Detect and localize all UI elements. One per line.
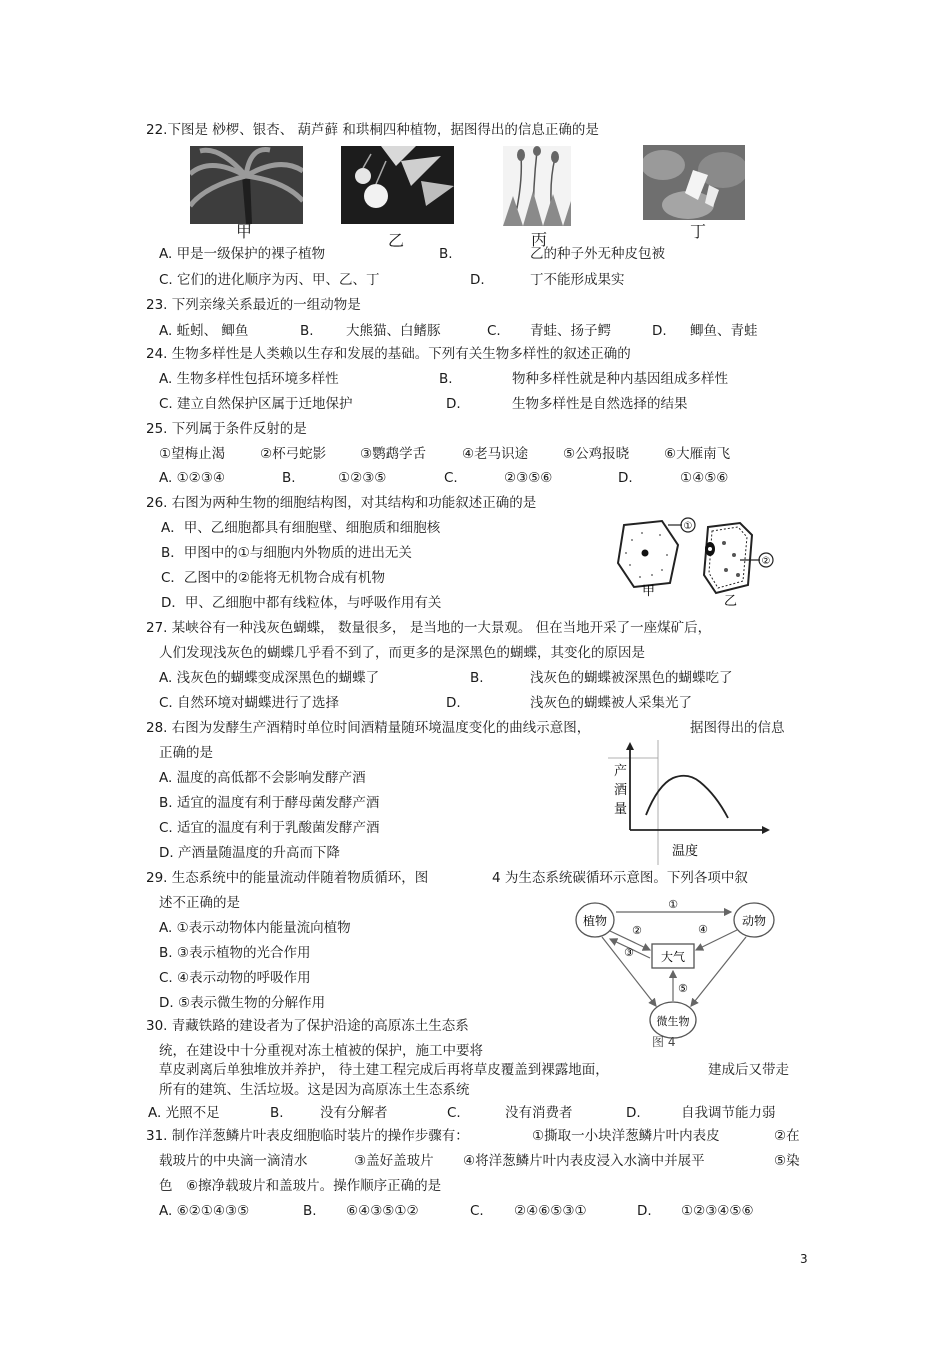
q31-option-d: ①②③④⑤⑥ <box>681 1203 754 1219</box>
q25-item-1: ①望梅止渴 <box>159 446 226 462</box>
q25-option-b-label: B. <box>282 470 296 486</box>
q26-option-a: A．甲、乙细胞都具有细胞壁、细胞质和细胞核 <box>161 520 441 536</box>
dove-tree-image <box>643 145 745 220</box>
ginkgo-photo <box>341 146 454 224</box>
dove-tree-photo <box>643 145 745 220</box>
q26-stem: 26. 右图为两种生物的细胞结构图，对其结构和功能叙述正确的是 <box>146 495 537 511</box>
animal-label: 动物 <box>741 914 767 928</box>
q22-option-d: 丁不能形成果实 <box>530 272 625 288</box>
q30-option-d: 自我调节能力弱 <box>681 1105 776 1121</box>
x-label: 温度 <box>672 844 699 859</box>
page-number: 3 <box>800 1252 808 1266</box>
cell-mark-2: ② <box>761 556 771 567</box>
atmosphere-label: 大气 <box>660 950 686 964</box>
animal-cell-nucleus <box>642 550 649 557</box>
q31-option-b: ⑥④③⑤①② <box>346 1203 419 1219</box>
q27-option-c: C. 自然环境对蝴蝶进行了选择 <box>159 695 340 711</box>
q25-item-5: ⑤公鸡报晓 <box>563 446 630 462</box>
q30-option-d-label: D. <box>626 1105 641 1121</box>
carbon-cycle-diagram <box>574 898 780 1050</box>
q25-item-3: ③鹦鹉学舌 <box>360 446 427 462</box>
arrow-animal-microbe <box>691 937 746 1006</box>
q23-option-c: 青蛙、扬子鳄 <box>530 323 611 339</box>
q23-option-d: 鲫鱼、青蛙 <box>690 323 758 339</box>
y-label-1: 产 <box>614 764 628 779</box>
q31-line2b: ③盖好盖玻片 <box>354 1153 434 1169</box>
photo-label-bing: 丙 <box>531 230 548 249</box>
q22-option-a: A. 甲是一级保护的裸子植物 <box>159 246 326 262</box>
photo-label-ding: 丁 <box>690 222 707 241</box>
q29-stem-line1: 29. 生态系统中的能量流动伴随着物质循环，图 <box>146 870 429 886</box>
q27-option-a: A. 浅灰色的蝴蝶变成深黑色的蝴蝶了 <box>159 670 380 686</box>
cell-label-jia: 甲 <box>642 584 656 599</box>
q28-stem-line1b: 据图得出的信息 <box>690 720 785 736</box>
q22-stem: 22.下图是 桫椤、银杏、 葫芦藓 和珙桐四种植物，据图得出的信息正确的是 <box>146 122 599 138</box>
q28-option-c: C. 适宜的温度有利于乳酸菌发酵产酒 <box>159 820 380 836</box>
q31-option-c-label: C. <box>470 1203 484 1219</box>
q26-option-b: B．甲图中的①与细胞内外物质的进出无关 <box>161 545 412 561</box>
q28-stem-line2: 正确的是 <box>159 745 213 761</box>
q31-option-a: A. ⑥②①④③⑤ <box>159 1203 250 1219</box>
q31-line1a: 31. 制作洋葱鳞片叶表皮细胞临时装片的操作步骤有： <box>146 1128 469 1144</box>
q27-option-d-label: D. <box>446 695 461 711</box>
q27-stem-line1: 27. 某峡谷有一种浅灰色蝴蝶， 数量很多， 是当地的一大景观。 但在当地开采了一座煤矿后， <box>146 620 712 636</box>
q29-stem-line1b: 4 为生态系统碳循环示意图。下列各项中叙 <box>492 870 748 886</box>
tree-fern-photo <box>190 146 303 224</box>
photo-label-jia: 甲 <box>236 222 253 241</box>
q30-line1: 30. 青藏铁路的建设者为了保护沿途的高原冻土生态系 <box>146 1018 469 1034</box>
q31-line2a: 载玻片的中央滴一滴清水 <box>159 1153 308 1169</box>
q23-option-b-label: B. <box>300 323 314 339</box>
q24-option-d: 生物多样性是自然选择的结果 <box>512 396 688 412</box>
q27-option-b-label: B. <box>470 670 484 686</box>
cell-mark-1: ① <box>683 521 693 532</box>
y-label-3: 量 <box>614 802 628 817</box>
q24-option-a: A. 生物多样性包括环境多样性 <box>159 371 339 387</box>
q28-option-a: A. 温度的高低都不会影响发酵产酒 <box>159 770 366 786</box>
q30-line3: 草皮剥离后单独堆放并养护， 待土建工程完成后再将草皮覆盖到裸露地面， <box>159 1062 609 1078</box>
q25-option-d: ①④⑤⑥ <box>680 470 729 486</box>
q31-option-d-label: D. <box>637 1203 652 1219</box>
q25-option-c-label: C. <box>444 470 458 486</box>
q25-option-d-label: D. <box>618 470 633 486</box>
arrow-label-5: ⑤ <box>678 982 688 995</box>
q25-stem: 25. 下列属于条件反射的是 <box>146 421 307 437</box>
q30-option-a: A. 光照不足 <box>148 1105 220 1121</box>
q31-line2c: ④将洋葱鳞片叶内表皮浸入水滴中并展平 <box>463 1153 705 1169</box>
q25-item-6: ⑥大雁南飞 <box>664 446 731 462</box>
plant-label: 植物 <box>582 914 608 928</box>
q23-option-d-label: D. <box>652 323 667 339</box>
q30-line2: 统，在建设中十分重视对冻土植被的保护，施工中要将 <box>159 1043 483 1059</box>
q24-option-b-label: B. <box>439 371 453 387</box>
q30-option-c-label: C. <box>447 1105 461 1121</box>
q31-line1b: ①撕取一小块洋葱鳞片叶内表皮 <box>532 1128 720 1144</box>
q25-item-2: ②杯弓蛇影 <box>260 446 327 462</box>
q25-option-a: A. ①②③④ <box>159 470 225 486</box>
q29-stem-line2: 述不正确的是 <box>159 895 240 911</box>
q31-line2d: ⑤染 <box>774 1153 800 1169</box>
microbe-label: 微生物 <box>656 1015 690 1028</box>
q29-option-a: A. ①表示动物体内能量流向植物 <box>159 920 351 936</box>
arrow-label-1: ① <box>668 898 678 911</box>
q26-option-c: C．乙图中的②能将无机物合成有机物 <box>161 570 386 586</box>
q23-stem: 23. 下列亲缘关系最近的一组动物是 <box>146 297 361 313</box>
cell-structure-diagram <box>612 515 782 610</box>
q30-option-c: 没有消费者 <box>505 1105 573 1121</box>
q29-option-b: B. ③表示植物的光合作用 <box>159 945 311 961</box>
q31-line3a: 色 <box>159 1178 173 1194</box>
y-label-2: 酒 <box>614 783 628 798</box>
arrow-label-3: ③ <box>624 946 634 959</box>
q29-option-d: D. ⑤表示微生物的分解作用 <box>159 995 326 1011</box>
q22-option-b-label: B. <box>439 246 453 262</box>
q30-option-b: 没有分解者 <box>320 1105 388 1121</box>
q24-option-d-label: D. <box>446 396 461 412</box>
q25-option-b: ①②③⑤ <box>338 470 387 486</box>
q23-option-c-label: C. <box>487 323 501 339</box>
q22-option-c: C. 它们的进化顺序为丙、甲、乙、丁 <box>159 272 380 288</box>
moss-photo <box>503 146 571 226</box>
q24-option-c: C. 建立自然保护区属于迁地保护 <box>159 396 353 412</box>
fermentation-curve-diagram <box>608 740 770 865</box>
q24-stem: 24. 生物多样性是人类赖以生存和发展的基础。下列有关生物多样性的叙述正确的 <box>146 346 631 362</box>
q22-option-d-label: D. <box>470 272 485 288</box>
q22-option-b: 乙的种子外无种皮包被 <box>530 246 665 262</box>
q25-item-4: ④老马识途 <box>462 446 529 462</box>
q29-option-c: C. ④表示动物的呼吸作用 <box>159 970 311 986</box>
q25-option-c: ②③⑤⑥ <box>504 470 553 486</box>
q23-option-a: A. 蚯蚓、 鲫鱼 <box>159 323 249 339</box>
q28-option-d: D. 产酒量随温度的升高而下降 <box>159 845 340 861</box>
ginkgo-image <box>341 146 454 224</box>
q30-option-b-label: B. <box>270 1105 284 1121</box>
figure-caption: 图 4 <box>652 1035 676 1049</box>
moss-image <box>503 146 571 226</box>
q27-stem-line2: 人们发现浅灰色的蝴蝶几乎看不到了，而更多的是深黑色的蝴蝶，其变化的原因是 <box>159 645 645 661</box>
q23-option-b: 大熊猫、白鳍豚 <box>346 323 441 339</box>
cell-label-yi: 乙 <box>724 594 738 609</box>
q31-option-c: ②④⑥⑤③① <box>514 1203 587 1219</box>
q27-option-d: 浅灰色的蝴蝶被人采集光了 <box>530 695 692 711</box>
q27-option-b: 浅灰色的蝴蝶被深黑色的蝴蝶吃了 <box>530 670 733 686</box>
q30-line3b: 建成后又带走 <box>708 1062 789 1078</box>
photo-label-yi: 乙 <box>388 231 405 250</box>
q31-line1c: ②在 <box>774 1128 800 1144</box>
q31-option-b-label: B. <box>303 1203 317 1219</box>
tree-fern-image <box>190 146 303 224</box>
q31-line3b: ⑥擦净载玻片和盖玻片。操作顺序正确的是 <box>186 1178 442 1194</box>
arrow-label-4: ④ <box>698 923 708 936</box>
q28-option-b: B. 适宜的温度有利于酵母菌发酵产酒 <box>159 795 380 811</box>
arrow-label-2: ② <box>632 924 642 937</box>
q28-stem-line1: 28. 右图为发酵生产酒精时单位时间酒精量随环境温度变化的曲线示意图， <box>146 720 591 736</box>
q24-option-b: 物种多样性就是种内基因组成多样性 <box>512 371 728 387</box>
q30-line4: 所有的建筑、生活垃圾。这是因为高原冻土生态系统 <box>159 1082 470 1098</box>
q26-option-d: D．甲、乙细胞中都有线粒体，与呼吸作用有关 <box>161 595 442 611</box>
